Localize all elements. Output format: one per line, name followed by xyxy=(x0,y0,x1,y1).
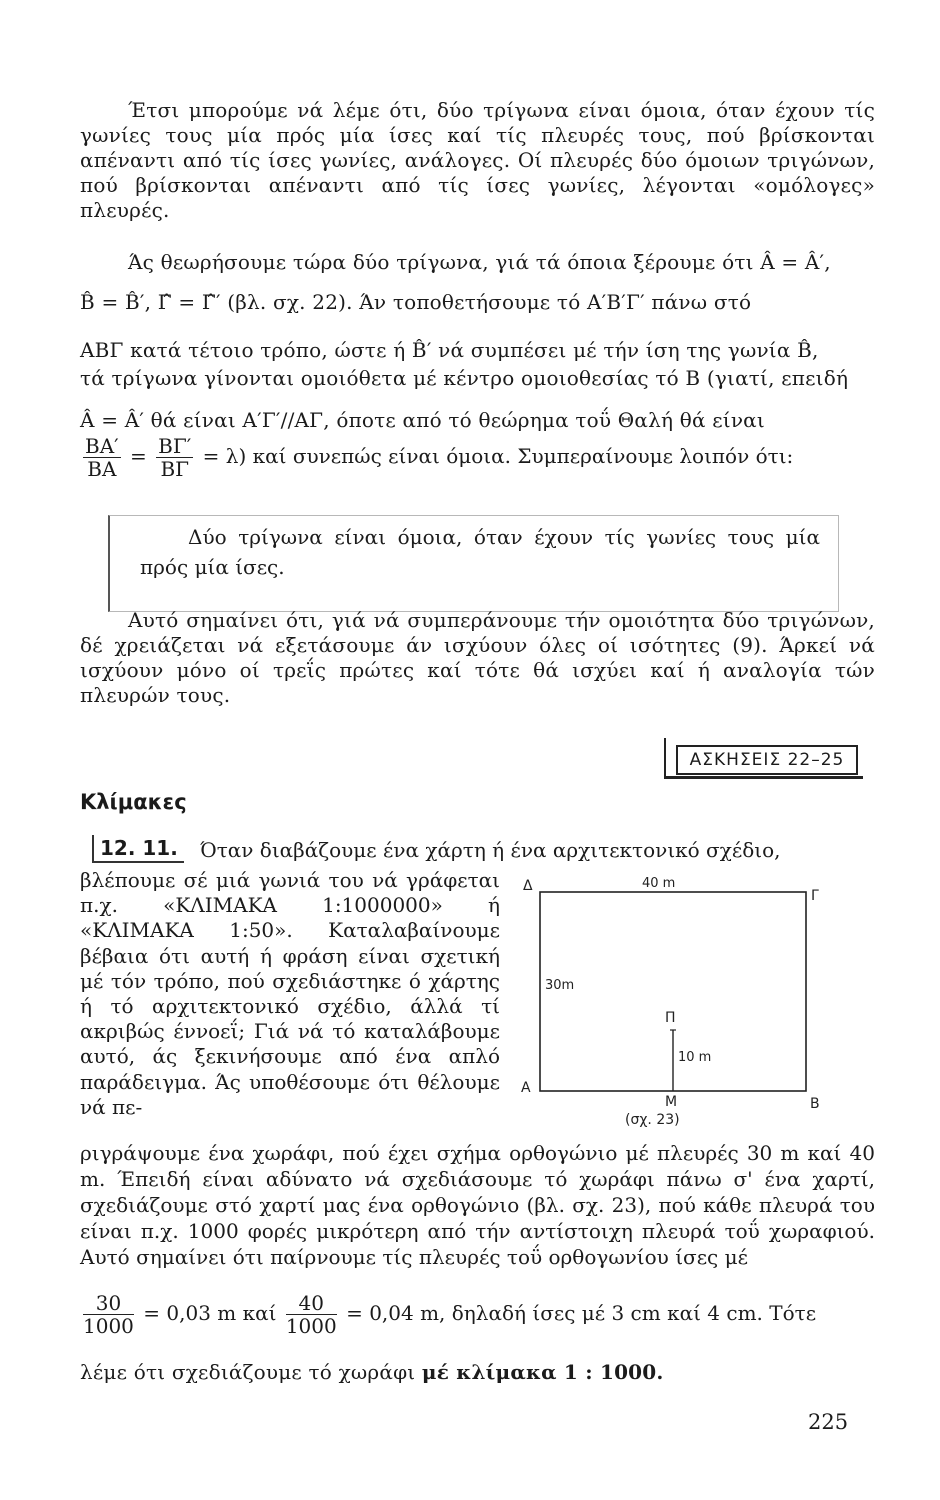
paragraph-theorem-intro-line4: τά τρίγωνα γίνονται ομοιόθετα μέ κέντρο ομοιοθεσίας τό Β (γιατί, επειδή xyxy=(80,366,849,390)
page-number: 225 xyxy=(808,1410,849,1434)
paragraph-theorem-intro-line1: Άς θεωρήσουμε τώρα δύο τρίγωνα, γιά τά όποια ξέρουμε ότι Â = Â′, xyxy=(128,250,831,274)
section-left-column-text: βλέπουμε σέ μιά γωνιά του νά γράφεται π.χ. «ΚΛΙΜΑΚΑ 1:1000000» ή «ΚΛΙΜΑΚΑ 1:50». Καταλαβαίνουμε βέβαια ότι αυτή ή φράση είναι σχετική μέ τόν τρόπο, πού σχεδιάστηκε ό χάρτης ή τό αρχιτεκτονικό σχέδιο, άλλά τί ακριβώς έννοεΐ; Γιά νά τό καταλάβουμε αυτό, άς ξεκινήσουμε από ένα απλό παράδειγμα. Άς υποθέσουμε ότι θέλουμε νά πε- xyxy=(80,868,500,1119)
paragraph-field-example: ριγράψουμε ένα χωράφι, πού έχει σχήμα ορθογώνιο μέ πλευρές 30 m καί 40 m. Έπειδή είναι αδύνατο νά σχεδιάσουμε τό χωράφι πάνω σ' ένα χαρτί, σχεδιάζουμε στό χαρτί μας ένα ορθογώνιο (βλ. σχ. 23), πού κάθε πλευρά του είναι π.χ. 1000 φορές μικρότερη από τήν αντίστοιχη πλευρά τοΰ χωραφιού. Αυτό σημαίνει ότι παίρνουμε τίς πλευρές τοΰ ορθογωνίου ίσες μέ xyxy=(80,1141,875,1269)
fraction-denominator: 1000 xyxy=(285,1314,337,1338)
section-number: 12. 11. xyxy=(92,835,184,863)
paragraph-consequence: Αυτό σημαίνει ότι, γιά νά συμπεράνουμε τήν ομοιότητα δύο τριγώνων, δέ χρειάζεται νά εξετάσουμε άν ισχύουν όλες οί ισότητες (9). Άρκεί νά ισχύουν μόνο οί τρεΐς πρώτες καί τότε θά ισχύει καί ή αναλογία τών πλευρών τους. xyxy=(80,608,875,707)
label-40m: 40 m xyxy=(642,876,676,891)
ratio-conclusion: = λ) καί συνεπώς είναι όμοια. Συμπεραίνουμε λοιπόν ότι: xyxy=(202,444,794,468)
paragraph-theorem-intro-line2: B̂ = B̂′, Γ̂ = Γ̂′ (βλ. σχ. 22). Άν τοποθετήσουμε τό Α′Β′Γ′ πάνω στό xyxy=(80,290,752,314)
fraction-denominator: 1000 xyxy=(83,1314,134,1338)
vertex-M: Μ xyxy=(665,1094,678,1110)
paragraph-theorem-intro-line5: Â = Â′ θά είναι Α′Γ′//ΑΓ, όποτε από τό θεώρημα τοΰ Θαλή θά είναι xyxy=(80,408,765,432)
theorem-statement: Δύο τρίγωνα είναι όμοια, όταν έχουν τίς γωνίες τους μία πρός μία ίσες. xyxy=(140,525,820,579)
scale-result-1: = 0,03 m καί xyxy=(143,1301,277,1325)
fraction-denominator: ΒΑ xyxy=(87,457,117,481)
scale-result-2: = 0,04 m, δηλαδή ίσες μέ 3 cm καί 4 cm. Τότε xyxy=(346,1301,817,1325)
section-heading-scales: Κλίμακες xyxy=(80,790,187,814)
fraction-numerator: ΒΑ′ xyxy=(85,434,119,458)
exercises-badge: ΑΣΚΗΣΕΙΣ 22–25 xyxy=(676,745,858,775)
section-first-line: Όταν διαβάζουμε ένα χάρτη ή ένα αρχιτεκτονικό σχέδιο, xyxy=(200,838,781,862)
scale-conclusion-text: λέμε ότι σχεδιάζουμε τό χωράφι xyxy=(80,1360,416,1384)
fraction-numerator: 40 xyxy=(286,1292,337,1315)
scale-conclusion xyxy=(80,1360,875,1385)
scale-conclusion-bold: μέ κλίμακα 1 : 1000. xyxy=(421,1360,664,1384)
vertex-B: Β xyxy=(810,1096,820,1112)
fraction-denominator: ΒΓ xyxy=(160,457,190,481)
fraction-30-over-1000 xyxy=(83,1292,134,1337)
paragraph-similar-triangles-definition: Έτσι μπορούμε νά λέμε ότι, δύο τρίγωνα είναι όμοια, όταν έχουν τίς γωνίες τους μία πρός μία ίσες καί τίς πλευρές τους, πού βρίσκονται απέναντι από τίς ίσες γωνίες, ανάλογες. Οί πλευρές δύο όμοιων τριγώνων, πού βρίσκονται απέναντι από τίς ίσες γωνίες, λέγονται «ομόλογες» πλευρές. xyxy=(80,98,875,222)
equals-sign: = xyxy=(130,444,147,468)
label-10m: 10 m xyxy=(678,1050,712,1065)
vertex-G: Γ xyxy=(811,888,819,904)
fraction-40-over-1000 xyxy=(286,1292,337,1337)
ratio-fraction-ba xyxy=(83,435,121,480)
fraction-numerator: ΒΓ′ xyxy=(158,434,192,458)
vertex-A: Α xyxy=(521,1080,531,1096)
figure-rectangle-field xyxy=(505,870,845,1135)
figure-caption: (σχ. 23) xyxy=(625,1112,680,1128)
paragraph-theorem-intro-line3: ΑΒΓ κατά τέτοιο τρόπο, ώστε ή B̂′ νά συμπέσει μέ τήν ίση της γωνία B̂, xyxy=(80,338,819,362)
label-30m: 30m xyxy=(545,978,575,993)
scale-computation-line xyxy=(80,1292,816,1337)
vertex-P: Π xyxy=(665,1010,676,1026)
ratio-line xyxy=(80,435,793,480)
ratio-fraction-bg xyxy=(156,435,193,480)
fraction-numerator: 30 xyxy=(83,1292,134,1315)
vertex-D: Δ xyxy=(523,878,533,894)
